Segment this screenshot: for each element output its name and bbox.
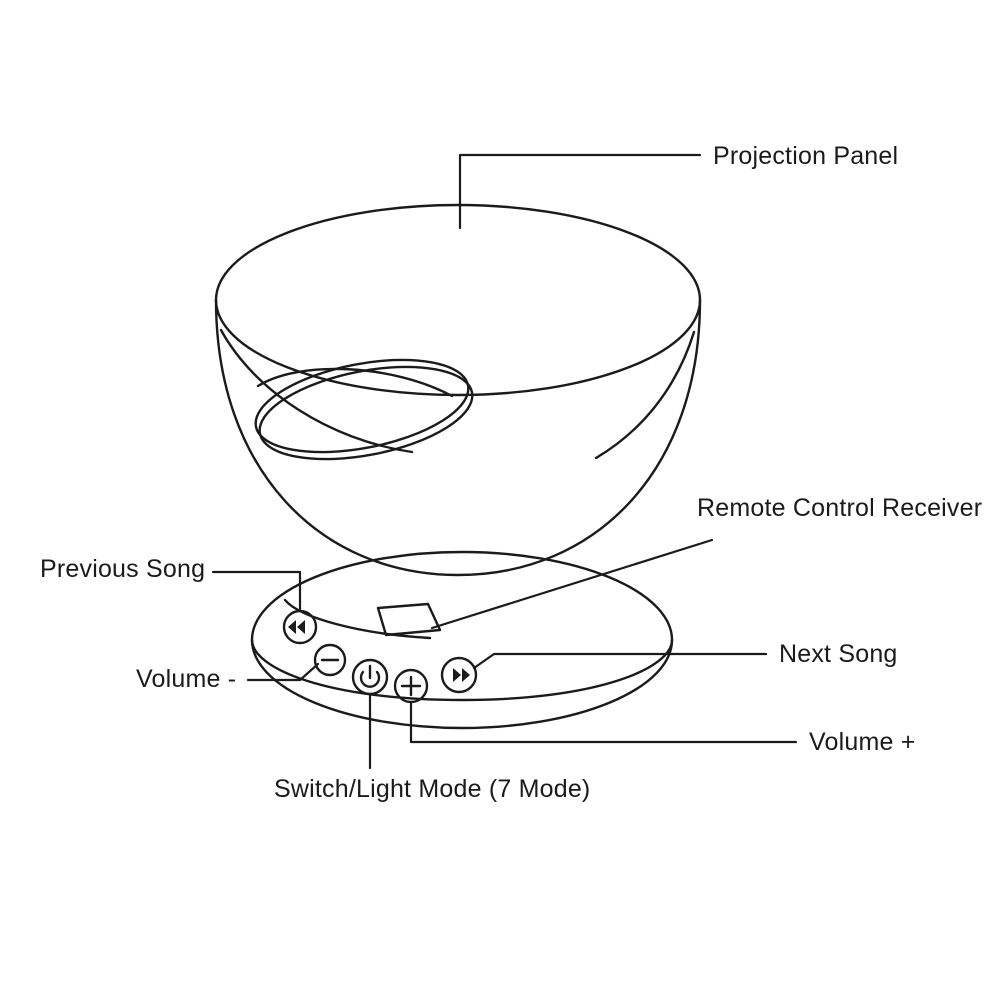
next-song-button (442, 658, 476, 692)
label-remote-control-receiver: Remote Control Receiver (697, 494, 983, 522)
volume-minus-button (315, 645, 345, 675)
base-top-disc (252, 552, 672, 728)
volume-plus-button (395, 670, 427, 702)
leader-next-song (474, 654, 766, 668)
label-volume-minus: Volume - (136, 665, 237, 693)
label-projection-panel: Projection Panel (713, 142, 899, 170)
dome-body (216, 300, 700, 575)
power-light-mode-button (353, 660, 387, 694)
remote-control-receiver (378, 604, 440, 635)
dome-inner-lip-right (596, 332, 694, 458)
leader-lines (213, 155, 796, 768)
label-previous-song: Previous Song (40, 555, 206, 583)
label-switch-light-mode: Switch/Light Mode (7 Mode) (274, 775, 591, 803)
label-volume-plus: Volume + (809, 728, 916, 756)
projection-panel-shape (248, 344, 480, 475)
previous-song-button (284, 611, 316, 643)
label-next-song: Next Song (779, 640, 898, 668)
dome-top-rim (216, 205, 700, 395)
leader-volume-plus (411, 702, 796, 742)
